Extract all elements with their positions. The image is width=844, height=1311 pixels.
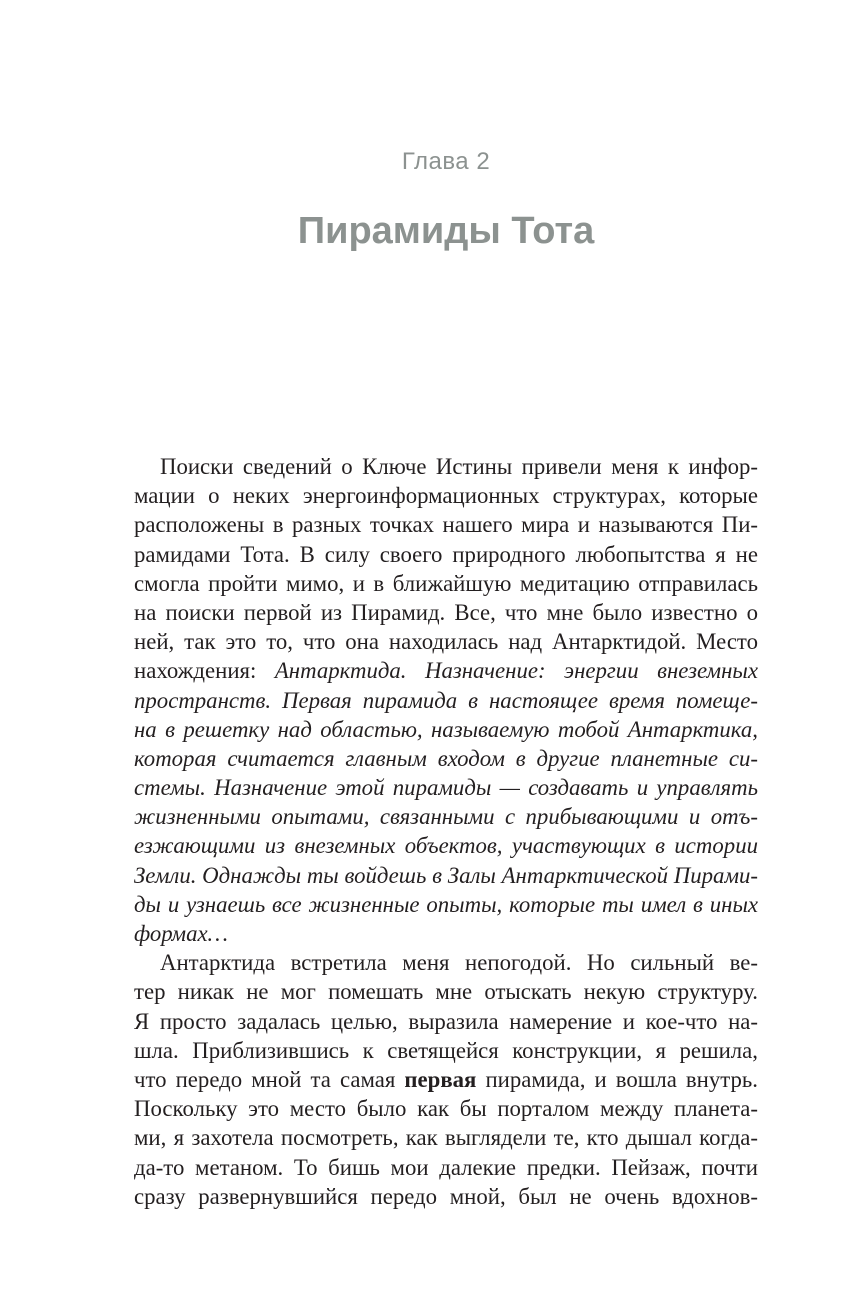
text-line: сразу развернувшийся передо мной, был не очень вдохнов- xyxy=(134,1183,758,1209)
italic-quote-line: жизненными опытами, связанными с прибывающими и отъ- xyxy=(134,804,758,830)
text-line: ней, так это то, что она находилась над Антарктидой. Место xyxy=(134,629,758,655)
italic-quote-line: которая считается главным входом в другие планетные си- xyxy=(134,745,758,771)
text-line: на поиски первой из Пирамид. Все, что мне было известно о xyxy=(134,599,758,625)
chapter-title: Пирамиды Тота xyxy=(297,210,595,252)
text-line: Поиски сведений о Ключе Истины привели меня к инфор- xyxy=(160,454,758,479)
italic-quote-line: стемы. Назначение этой пирамиды — создавать и управлять xyxy=(134,775,758,801)
italic-quote-line: Земли. Однажды ты войдешь в Залы Антарктической Пирами- xyxy=(134,862,758,888)
text-line: да-то метаном. То бишь мои далекие предки. Пейзаж, почти xyxy=(134,1154,758,1180)
text-line-mixed xyxy=(134,656,758,685)
italic-quote-line: езжающими из внеземных объектов, участвующих в истории xyxy=(134,833,758,859)
text-line: Поскольку это место было как бы порталом между планета- xyxy=(134,1096,758,1122)
text-line-with-bold xyxy=(134,1065,758,1094)
plain-text: что передо мной та самая xyxy=(134,1066,405,1092)
text-line: мации о неких энергоинформационных структурах, которые xyxy=(134,483,758,509)
text-line: Антарктида встретила меня непогодой. Но сильный ве- xyxy=(160,950,758,976)
text-line: шла. Приблизившись к светящейся конструкции, я решила, xyxy=(134,1037,758,1063)
italic-quote-line: пространств. Первая пирамида в настоящее время помеще- xyxy=(134,687,758,713)
text-line: смогла пройти мимо, и в ближайшую медитацию отправилась xyxy=(134,570,758,596)
body-text xyxy=(134,452,758,1211)
text-line: Я просто задалась целью, выразила намерение и кое-что на- xyxy=(134,1008,758,1034)
chapter-number: Глава 2 xyxy=(401,148,491,175)
plain-text: нахождения: xyxy=(134,658,275,684)
italic-quote-line: формах… xyxy=(134,921,228,946)
text-line: рамидами Тота. В силу своего природного любопытства я не xyxy=(134,541,758,567)
italic-quote-line: на в решетку над областью, называемую тобой Антарктика, xyxy=(134,716,758,742)
italic-quote-text: Антарктида. Назначение: энергии внеземных xyxy=(274,658,758,684)
text-line: ми, я захотела посмотреть, как выглядели те, кто дышал когда- xyxy=(134,1125,758,1151)
bold-word: первая xyxy=(404,1066,477,1092)
italic-quote-line: ды и узнаешь все жизненные опыты, которые ты имел в иных xyxy=(134,891,758,917)
plain-text: пирамида, и вошла внутрь. xyxy=(476,1066,758,1092)
text-line: расположены в разных точках нашего мира и называются Пи- xyxy=(134,512,758,538)
text-line: тер никак не мог помешать мне отыскать некую структуру. xyxy=(134,979,758,1005)
